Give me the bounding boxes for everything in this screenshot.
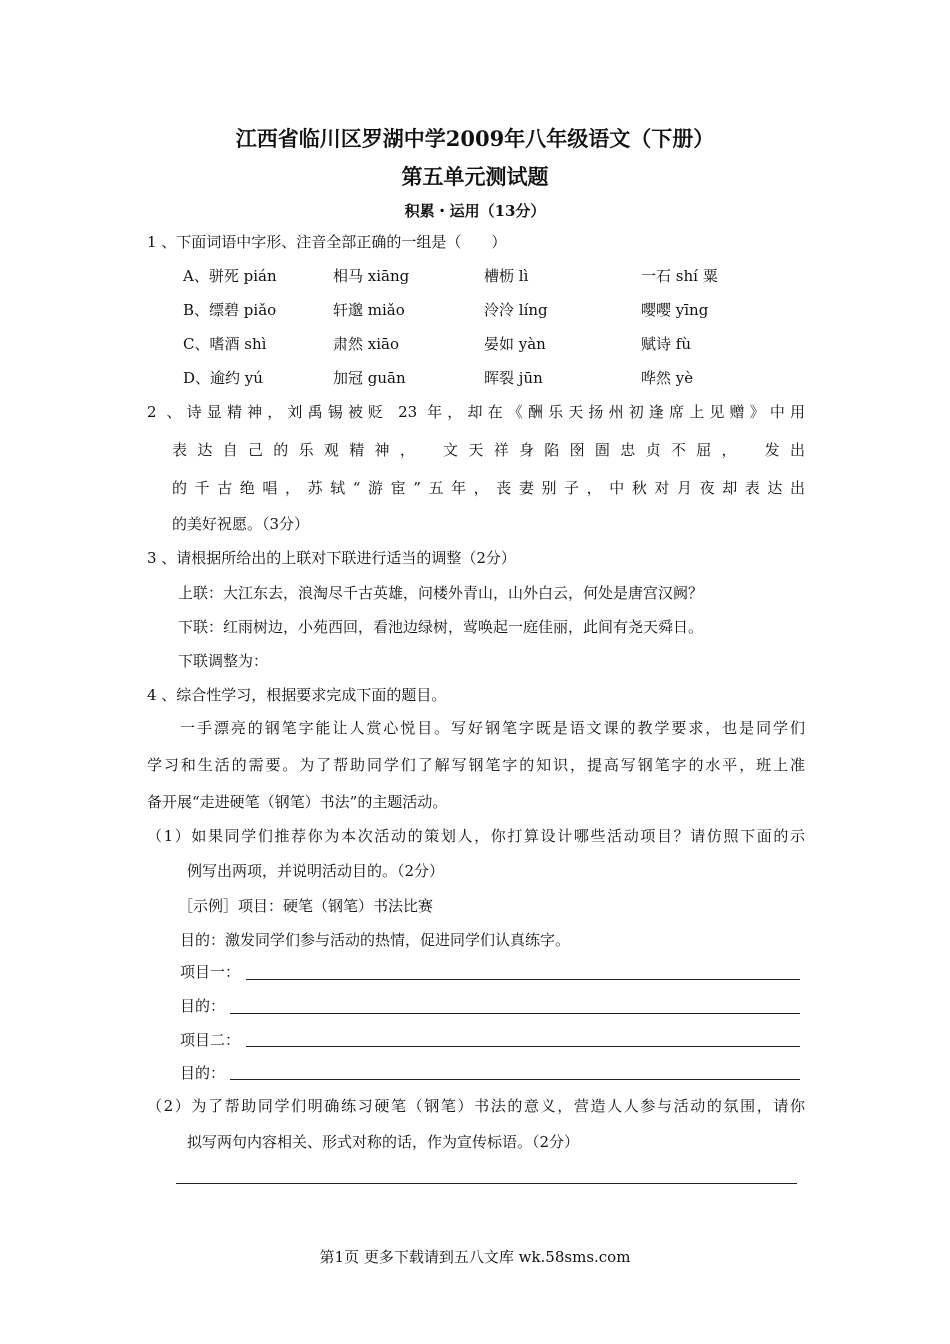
example-purpose: 目的：激发同学们参与活动的热情，促进同学们认真练字。	[180, 931, 571, 949]
q1-option-d-3: 晖裂 jūn	[484, 369, 543, 387]
answer-line-item-1[interactable]	[246, 979, 800, 980]
answer-line-purpose-1[interactable]	[230, 1013, 800, 1014]
q4-para-line-2: 学习和生活的需要。为了帮助同学们了解写钢笔字的知识，提高写钢笔字的水平，班上准	[147, 756, 805, 774]
q3-adjust-label: 下联调整为：	[178, 652, 269, 670]
q1-option-c-4: 赋诗 fù	[641, 335, 691, 353]
q2-line-4: 的美好祝愿。（3分）	[172, 515, 310, 533]
q4-para-line-1: 一手漂亮的钢笔字能让人赏心悦目。写好钢笔字既是语文课的教学要求，也是同学们	[180, 719, 805, 737]
q1-option-b-4: 嘤嘤 yīng	[641, 301, 709, 319]
q1-option-b-2: 轩邈 miǎo	[333, 301, 405, 319]
q1-option-a-2: 相马 xiāng	[333, 267, 410, 285]
q1-option-c-2: 肃然 xiāo	[333, 335, 399, 353]
blank-label-item-1: 项目一：	[180, 963, 241, 981]
q3-lower-couplet: 下联：红雨树边，小苑西回，看池边绿树，莺唤起一庭佳丽，此间有尧天舜日。	[178, 618, 704, 636]
q4-sub1-line-2: 例写出两项，并说明活动目的。（2分）	[187, 862, 445, 880]
q4-stem: 4 、综合性学习，根据要求完成下面的题目。	[147, 686, 447, 704]
q1-option-c-1: C、嗜酒 shì	[183, 335, 267, 353]
page-title: 江西省临川区罗湖中学2009年八年级语文（下册）	[235, 126, 715, 151]
q4-sub2-line-2: 拟写两句内容相关、形式对称的话，作为宣传标语。（2分）	[187, 1133, 580, 1151]
blank-label-purpose-2: 目的：	[180, 1064, 226, 1082]
example-item: ［示例］项目：硬笔（钢笔）书法比赛	[178, 897, 434, 915]
q1-option-b-3: 泠泠 líng	[484, 301, 548, 319]
blank-label-item-2: 项目二：	[180, 1031, 241, 1049]
section-heading: 积累・运用（13分）	[404, 202, 546, 220]
q1-option-b-1: B、缥碧 piǎo	[183, 301, 277, 319]
q1-option-a-4: 一石 shí 粟	[641, 267, 718, 285]
q1-option-a-1: A、骈死 pián	[183, 267, 277, 285]
answer-line-item-2[interactable]	[246, 1046, 800, 1047]
q3-stem: 3 、请根据所给出的上联对下联进行适当的调整（2分）	[147, 549, 516, 567]
q4-sub2-line-1: （2）为了帮助同学们明确练习硬笔（钢笔）书法的意义，营造人人参与活动的氛围，请你	[147, 1097, 805, 1115]
blank-label-purpose-1: 目的：	[180, 997, 226, 1015]
answer-line-slogan[interactable]	[176, 1183, 797, 1184]
q2-line-3: 的千古绝唱，苏轼“游宦”五年，丧妻别子，中秋对月夜却表达出	[172, 479, 805, 497]
q1-option-c-3: 晏如 yàn	[484, 335, 546, 353]
q1-option-d-2: 加冠 guān	[333, 369, 406, 387]
page-subtitle: 第五单元测试题	[401, 164, 549, 189]
q2-line-1: 2 、诗显精神，刘禹锡被贬 23 年，却在《酬乐天扬州初逢席上见赠》中用	[147, 403, 805, 421]
q4-para-line-3: 备开展“走进硬笔（钢笔）书法”的主题活动。	[147, 793, 448, 811]
q1-option-d-4: 哗然 yè	[641, 369, 694, 387]
q1-option-d-1: D、逾约 yú	[183, 369, 263, 387]
page-footer: 第1页 更多下载请到五八文库 wk.58sms.com	[319, 1248, 631, 1266]
q4-sub1-line-1: （1）如果同学们推荐你为本次活动的策划人，你打算设计哪些活动项目？请仿照下面的示	[147, 827, 805, 845]
q2-line-2: 表达自己的乐观精神， 文天祥身陷囹圄忠贞不屈， 发出	[172, 441, 805, 459]
answer-line-purpose-2[interactable]	[230, 1079, 800, 1080]
q1-stem: 1 、下面词语中字形、注音全部正确的一组是（ ）	[147, 233, 507, 251]
q1-option-a-3: 槽枥 lì	[484, 267, 529, 285]
q3-upper-couplet: 上联：大江东去，浪淘尽千古英雄，问楼外青山，山外白云，何处是唐宫汉阙？	[178, 584, 704, 602]
